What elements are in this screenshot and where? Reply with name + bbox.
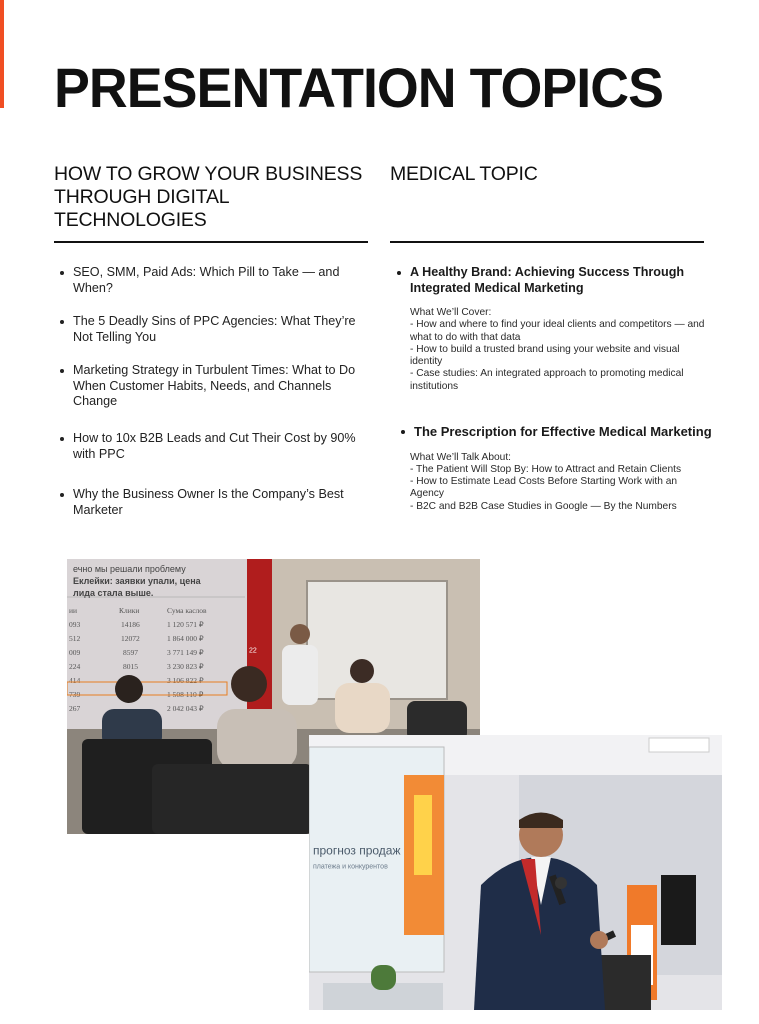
slide-table-cell: 224 [69,662,81,671]
conference-photo-2-illustration [309,735,722,1010]
list-item: Marketing Strategy in Turbulent Times: What to Do When Customer Habits, Needs, and Channels Change [54,363,364,410]
slide-table-cell: 3 106 822 ₽ [167,676,204,685]
screen-number: 22 [249,647,257,655]
topic-point: - B2C and B2B Case Studies in Google — By the Numbers [410,500,677,512]
slide-table-cell: 009 [69,648,81,657]
topic-point: - The Patient Will Stop By: How to Attract and Retain Clients [410,463,682,475]
right-column [390,163,712,512]
slide-table-cell: 12072 [121,634,140,643]
topic-heading: The Prescription for Effective Medical Marketing [394,424,712,440]
slide-table-cell: 739 [69,690,81,699]
slide-table-cell: 2 042 043 ₽ [167,704,204,713]
list-item: SEO, SMM, Paid Ads: Which Pill to Take — and When? [54,265,364,296]
slide-table-cell: 414 [69,676,81,685]
slide-table-cell: 8597 [123,648,138,657]
right-column-title: MEDICAL TOPIC [390,163,538,185]
list-item: The 5 Deadly Sins of PPC Agencies: What They’re Not Telling You [54,314,364,345]
list-item: Why the Business Owner Is the Company’s Best Marketer [54,487,364,518]
page-title: PRESENTATION TOPICS [54,56,664,119]
left-divider [54,241,368,243]
slide-text: лида стала выше. [73,588,154,599]
topic-body [394,452,712,513]
slide-table-cell: 3 230 823 ₽ [167,662,204,671]
topic-point: - How to build a trusted brand using your website and visual identity [410,343,680,368]
accent-bar [0,0,4,108]
slide-table-header: Сума каслов [167,606,207,615]
slide-table-cell: 8015 [123,662,138,671]
slide-table-cell: 1 120 571 ₽ [167,620,204,629]
topic-point: - How and where to find your ideal clients and competitors — and what to do with that data [410,319,705,343]
slide-text: Еклейки: заявки упали, цена [73,576,201,587]
slide-table-cell: 1 864 000 ₽ [167,634,204,643]
topic-heading: A Healthy Brand: Achieving Success Through Integrated Medical Marketing [390,265,708,296]
topic-intro: What We’ll Talk About: [410,451,511,463]
slide-table-cell: 267 [69,704,81,713]
slide-table-cell: 1 508 110 ₽ [167,690,204,699]
conference-photo-speaker [309,735,722,1010]
slide-table-header: Клики [119,606,140,615]
slide-table-header: ии [69,606,78,615]
slide-table-cell: 3 771 149 ₽ [167,648,204,657]
list-item: How to 10x B2B Leads and Cut Their Cost by 90% with PPC [54,431,364,462]
slide-table-cell: 14186 [121,620,140,629]
slide-text: ечно мы решали проблему [73,564,186,575]
medical-topic-2 [394,424,712,513]
topic-point: - Case studies: An integrated approach to promoting medical institutions [410,368,684,392]
topic-body [390,307,708,393]
slide-text: платежа и конкурентов [313,863,388,871]
right-divider [390,241,704,243]
topic-point: - How to Estimate Lead Costs Before Starting Work with an Agency [410,476,678,500]
medical-topic-1 [390,265,708,393]
left-column [54,163,368,517]
slide-table-cell: 093 [69,620,81,629]
slide-text: прогноз продаж [313,843,401,858]
left-column-title: HOW TO GROW YOUR BUSINESS THROUGH DIGITAL TECHNOLOGIES [54,163,363,231]
topic-intro: What We’ll Cover: [410,307,492,318]
slide-table-cell: 512 [69,634,81,643]
